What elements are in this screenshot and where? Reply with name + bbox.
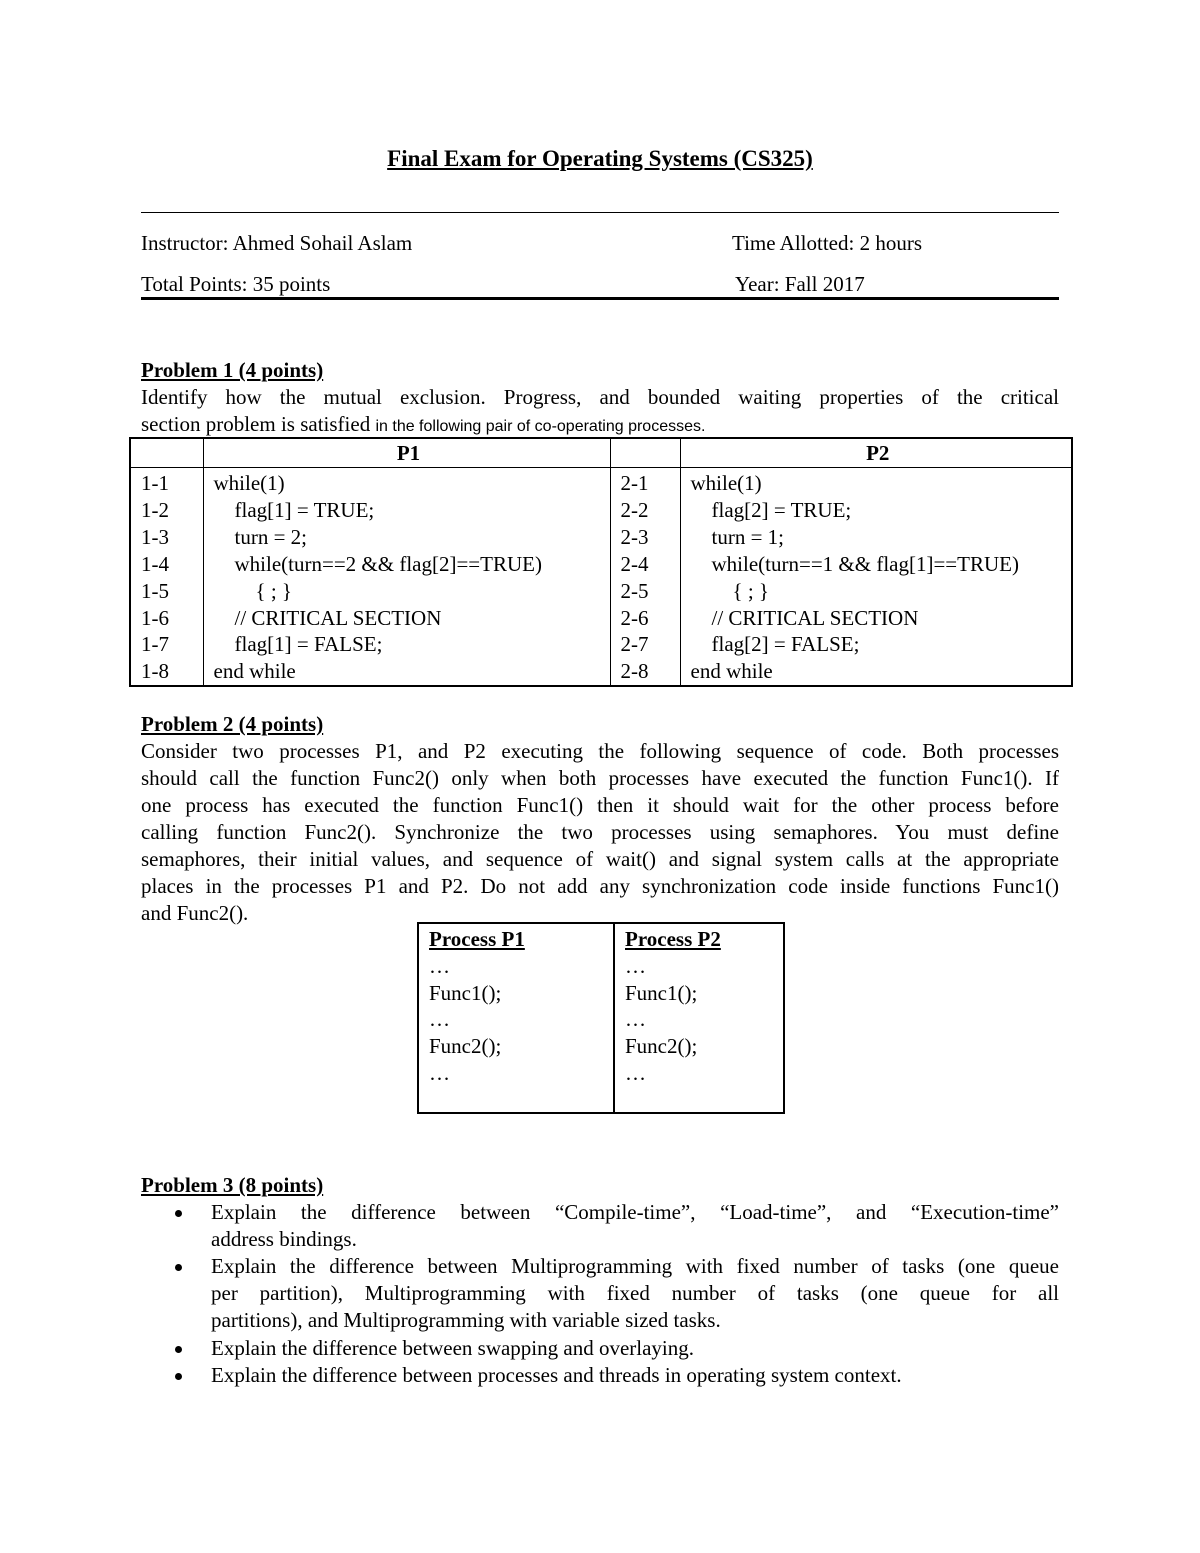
bullet-line: Explain the difference between Multiprogramming with fixed number of tasks (one queue bbox=[211, 1254, 1059, 1278]
problem1-line-sans: in the following pair of co-operating processes. bbox=[375, 418, 706, 435]
problem1-line-last bbox=[141, 411, 1059, 438]
problem2-line: should call the function Func2() only when both processes have executed the function Func1(). If bbox=[141, 766, 1059, 790]
p1-linenum-header bbox=[130, 438, 203, 468]
process-p2-body: … Func1(); … Func2(); … bbox=[625, 953, 698, 1085]
problem2-process-table bbox=[417, 922, 785, 1114]
p1-header: P1 bbox=[203, 438, 610, 468]
bullet-icon bbox=[175, 1346, 182, 1353]
problem2-line: places in the processes P1 and P2. Do not add any synchronization code inside functions Func1() bbox=[141, 874, 1059, 898]
total-points-label: Total Points: 35 points bbox=[141, 272, 331, 296]
p2-linenum-header bbox=[610, 438, 680, 468]
problem2-line: calling function Func2(). Synchronize the two processes using semaphores. You must define bbox=[141, 820, 1059, 844]
header-bottom-rule bbox=[141, 297, 1059, 300]
problem1-line-serif: section problem is satisfied bbox=[141, 412, 376, 436]
problem1-table-body-row bbox=[130, 468, 1072, 687]
process-p1-body: … Func1(); … Func2(); … bbox=[429, 953, 502, 1085]
p2-header: P2 bbox=[680, 438, 1072, 468]
problem2-line: semaphores, their initial values, and sequence of wait() and signal system calls at the appropriate bbox=[141, 847, 1059, 871]
problem2-line: and Func2(). bbox=[141, 901, 249, 925]
problem1-line: Identify how the mutual exclusion. Progress, and bounded waiting properties of the critical bbox=[141, 385, 1059, 409]
problem3-bullet-item bbox=[141, 1199, 1059, 1253]
time-allotted-label: Time Allotted: 2 hours bbox=[732, 231, 922, 255]
process-p1-cell bbox=[418, 923, 614, 1113]
problem2-heading: Problem 2 (4 points) bbox=[141, 712, 324, 736]
problem1-heading: Problem 1 (4 points) bbox=[141, 358, 324, 382]
problem3-bullet-item bbox=[141, 1253, 1059, 1334]
problem2-text bbox=[141, 738, 1059, 927]
problem2-line: Consider two processes P1, and P2 executing the following sequence of code. Both processes bbox=[141, 739, 1059, 763]
bullet-line: per partition), Multiprogramming with fixed number of tasks (one queue for all bbox=[211, 1281, 1059, 1305]
problem1-code-table bbox=[129, 437, 1073, 687]
bullet-line: Explain the difference between swapping and overlaying. bbox=[211, 1336, 695, 1360]
instructor-label: Instructor: Ahmed Sohail Aslam bbox=[141, 231, 413, 255]
bullet-icon bbox=[175, 1373, 182, 1380]
problem1-text bbox=[141, 384, 1059, 438]
bullet-line: Explain the difference between “Compile-time”, “Load-time”, and “Execution-time” bbox=[211, 1200, 1059, 1224]
problem3-heading: Problem 3 (8 points) bbox=[141, 1173, 324, 1197]
bullet-line: Explain the difference between processes and threads in operating system context. bbox=[211, 1363, 902, 1387]
bullet-icon bbox=[175, 1210, 182, 1217]
problem3-bullet-text bbox=[211, 1199, 1059, 1253]
problem2-table-row bbox=[418, 923, 784, 1113]
p2-code: while(1) flag[2] = TRUE; turn = 1; while(turn==1 && flag[1]==TRUE) { ; } // CRITICAL SECTION flag[2] = FALSE; end while bbox=[680, 468, 1072, 687]
process-p2-cell bbox=[614, 923, 784, 1113]
year-label: Year: Fall 2017 bbox=[735, 272, 865, 296]
problem1-table-header-row bbox=[130, 438, 1072, 468]
process-p1-header: Process P1 bbox=[429, 927, 525, 951]
problem3-bullet-text bbox=[211, 1253, 1059, 1334]
p2-line-numbers: 2-1 2-2 2-3 2-4 2-5 2-6 2-7 2-8 bbox=[610, 468, 680, 687]
problem3-bullet-item bbox=[141, 1335, 1059, 1362]
bullet-icon bbox=[175, 1264, 182, 1271]
problem3-bullet-text bbox=[211, 1362, 1059, 1389]
process-p2-header: Process P2 bbox=[625, 927, 721, 951]
page-title: Final Exam for Operating Systems (CS325) bbox=[387, 146, 813, 171]
problem3-bullet-item bbox=[141, 1362, 1059, 1389]
header-divider bbox=[141, 212, 1059, 213]
bullet-line: address bindings. bbox=[211, 1227, 357, 1251]
problem3-bullet-text bbox=[211, 1335, 1059, 1362]
p1-code: while(1) flag[1] = TRUE; turn = 2; while(turn==2 && flag[2]==TRUE) { ; } // CRITICAL SECTION flag[1] = FALSE; end while bbox=[203, 468, 610, 687]
p1-line-numbers: 1-1 1-2 1-3 1-4 1-5 1-6 1-7 1-8 bbox=[130, 468, 203, 687]
problem2-line: one process has executed the function Func1() then it should wait for the other process before bbox=[141, 793, 1059, 817]
bullet-line: partitions), and Multiprogramming with variable sized tasks. bbox=[211, 1308, 721, 1332]
